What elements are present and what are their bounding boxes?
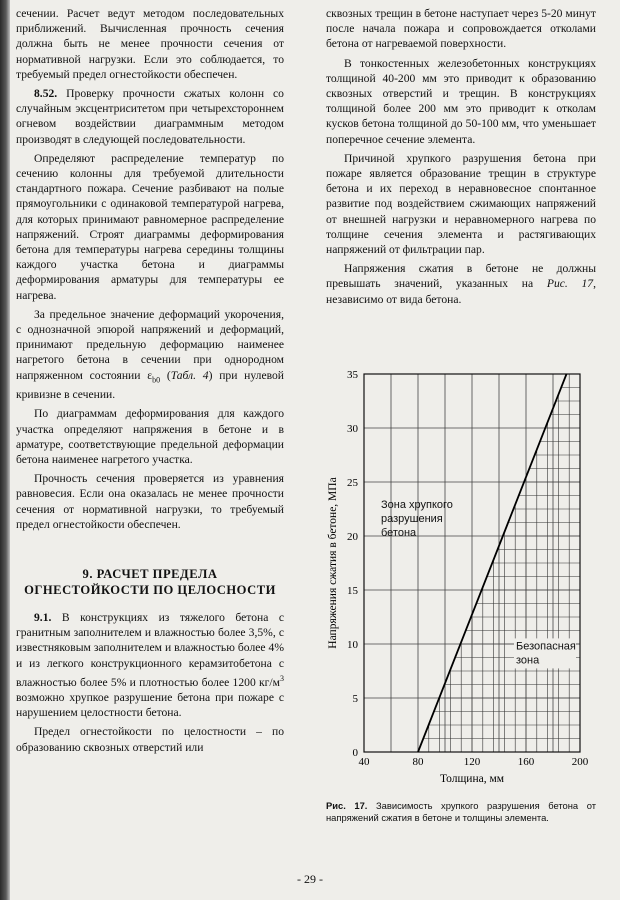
x-tick-label: 80 (412, 756, 424, 768)
zone-label-lower-line: Безопасная (516, 640, 576, 653)
scan-edge-shadow (0, 0, 10, 900)
zone-label-upper-line: разрушения (381, 512, 443, 525)
paragraph: Прочность сечения проверяется из уравнения равновесия. Если она оказалась не менее прочности сечения от нормативной нагрузки, то требуемый предел огнестойкости обеспечен. (16, 472, 284, 531)
y-tick-label: 5 (352, 693, 358, 705)
heading-line: ОГНЕСТОЙКОСТИ ПО ЦЕЛОСНОСТИ (24, 583, 276, 598)
paragraph (16, 307, 284, 403)
paragraph-text: Напряжения сжатия в бетоне не должны превышать значений, указанных на (326, 262, 596, 291)
x-tick-label: 200 (571, 756, 589, 768)
paragraph: сечении. Расчет ведут методом последовательных приближений. Вычисленная прочность сечения должна быть не менее прочности сечения от нормативной нагрузки. Если это соблюдается, то требуемый предел огнестойкости обеспечен. (16, 7, 284, 81)
paragraph: сквозных трещин в бетоне наступает через 5-20 минут после начала пожара и сопровождается отколами бетона от нагреваемой поверхности. (326, 7, 596, 51)
paragraph-text: Проверку прочности сжатых колонн со случайным эксцентриситетом при четырехстороннем огневом воздействии диаграммным методом производят в следующей последовательности. (16, 87, 284, 146)
y-tick-label: 15 (347, 585, 358, 597)
x-tick-label: 120 (463, 756, 481, 768)
section-number: 8.52. (34, 87, 58, 101)
paragraph: Определяют распределение температур по сечению колонны для требуемой длительности стандартного пожара. Сечение разбивают на полые прямоугольники с одинаковой температурой нагрева, для которых принимают равномерное распределение напряжений. Строят диаграммы деформирования бетона для температуры нагрева середины толщины каждого участка бетона и диаграммы деформирования арматуры для температуры ее нагрева. (16, 151, 284, 302)
caption-label: Рис. 17. (326, 800, 368, 811)
caption-text: Зависимость хрупкого разрушения бетона от напряжений сжатия в бетоне и толщины элемента. (326, 800, 596, 823)
section-number: 9.1. (34, 611, 52, 625)
x-tick-label: 40 (358, 756, 370, 768)
paragraph: Причиной хрупкого разрушения бетона при пожаре является образование трещин в структуре бетона и их переход в неравновесное спонтанное развитие под воздействием сжимающих напряжений от внешней нагрузки и неравномерного нагрева по толщине сечения элемента и растягивающих напряжений от фильтрации пар. (326, 151, 596, 257)
x-axis-label: Толщина, мм (439, 773, 505, 785)
y-axis-label: Напряжения сжатия в бетоне, МПа (327, 477, 339, 649)
zone-label-upper-line: Зона хрупкого (381, 498, 453, 511)
section-heading (16, 566, 284, 598)
zone-label-lower-line: зона (516, 654, 540, 667)
y-tick-label: 25 (347, 477, 358, 489)
right-column (326, 6, 596, 311)
left-column (16, 6, 284, 759)
subscript: b0 (152, 374, 161, 384)
y-tick-label: 30 (347, 423, 358, 435)
y-tick-label: 10 (347, 639, 358, 651)
paragraph-text: ) при нулевой кривизне в сечении. (16, 368, 284, 402)
y-tick-label: 0 (352, 747, 358, 759)
figure-caption (326, 800, 596, 824)
y-tick-label: 35 (347, 369, 358, 381)
paragraph-text: ( (160, 368, 171, 382)
paragraph-text: , независимо от вида бетона. (326, 277, 597, 306)
paragraph: Предел огнестойкости по целостности – по образованию сквозных отверстий или (16, 725, 284, 754)
paragraph: По диаграммам деформирования для каждого участка определяют напряжения в бетоне и в арматуре, соответствующие предельной деформации бетона наименее нагретого участка. (16, 407, 284, 466)
figure-reference: Рис. 17 (546, 277, 594, 291)
zone-label-upper-line: бетона (381, 526, 417, 539)
paragraph (16, 86, 284, 147)
y-tick-label: 20 (347, 531, 358, 543)
table-reference: Табл. 4 (170, 368, 209, 382)
paragraph: В тонкостенных железобетонных конструкциях толщиной 40-200 мм это приводит к образованию сквозных отверстий и трещин. В конструкциях толщиной более 200 мм это приводит к отколам кусков бетона толщиной до 50-100 мм, что уменьшает поперечное сечение элемента. (326, 56, 596, 146)
paragraph-text: В конструкциях из тяжелого бетона с гранитным заполнителем и влажностью более 3,5%, с известняковым заполнителем и влажностью более 4% и из легкого конструкционного керамзитобетона с влажностью более 5% и плотностью более 1200 кг/м (16, 611, 284, 689)
heading-line: 9. РАСЧЕТ ПРЕДЕЛА (82, 567, 218, 582)
paragraph (326, 261, 596, 307)
paragraph-text: За предельное значение деформаций укорочения, с однозначной эпюрой напряжений и деформаций, принимают предельную деформацию наименее нагретого бетона в сечении при однородном напряженном состоянии ε (16, 307, 284, 382)
superscript: 3 (280, 673, 284, 683)
chart-svg (324, 360, 600, 800)
paragraph (16, 610, 284, 720)
figure-17-chart (324, 360, 600, 800)
page-number: - 29 - (297, 872, 323, 886)
x-tick-label: 160 (517, 756, 535, 768)
paragraph-text: возможно хрупкое разрушение бетона при пожаре с нарушением целостности бетона. (16, 690, 284, 720)
